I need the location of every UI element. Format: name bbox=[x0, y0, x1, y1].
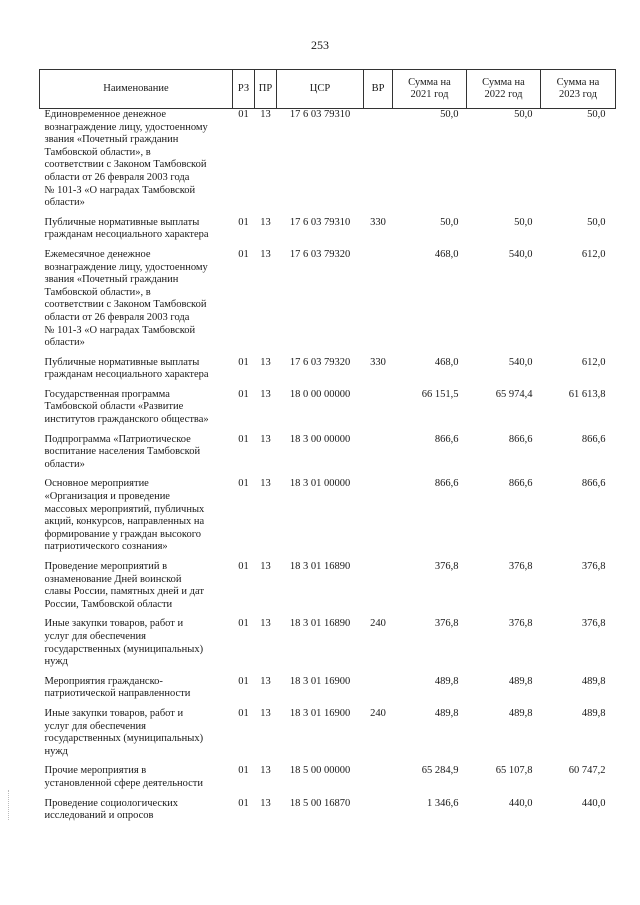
header-vr: ВР bbox=[364, 70, 393, 109]
page-number: 253 bbox=[311, 38, 329, 52]
row-name-text: Подпрограмма «Патриотическое воспитание населения Тамбовской области» bbox=[44, 433, 201, 470]
row-sum-2023: 376,8 bbox=[581, 561, 606, 572]
row-sum-2022: 489,8 bbox=[508, 707, 533, 719]
row-rz: 01 bbox=[238, 433, 249, 445]
row-sum-2023: 61 613,8 bbox=[568, 388, 606, 400]
row-csr: 17 6 03 79310 bbox=[289, 216, 351, 228]
row-name-text: Прочие мероприятия в установленной сфере деятельности bbox=[44, 765, 204, 789]
row-sum-2023: 50,0 bbox=[587, 109, 606, 120]
row-vr bbox=[364, 798, 393, 830]
row-rz: 01 bbox=[238, 248, 249, 260]
row-rz: 01 bbox=[238, 478, 249, 490]
row-vr: 330 bbox=[370, 216, 386, 228]
row-csr: 18 3 01 16900 bbox=[289, 675, 351, 687]
row-name-text: Проведение мероприятий в ознаменование Дней воинской славы России, памятных дней и дат России, Тамбовской области bbox=[44, 561, 204, 610]
row-name bbox=[40, 618, 233, 675]
row-name-text: Публичные нормативные выплаты гражданам несоциального характера bbox=[44, 356, 209, 381]
row-sum-2021: 376,8 bbox=[434, 561, 459, 572]
row-csr: 18 3 01 16890 bbox=[289, 618, 351, 630]
budget-table bbox=[39, 69, 616, 830]
table-row bbox=[40, 389, 616, 434]
row-sum-2023: 60 747,2 bbox=[568, 765, 606, 777]
row-csr: 18 3 01 16900 bbox=[289, 707, 351, 719]
row-name bbox=[40, 765, 233, 797]
row-pr: 13 bbox=[260, 109, 271, 120]
row-name-text: Иные закупки товаров, работ и услуг для обеспечения государственных (муниципальных) нужд bbox=[44, 618, 204, 668]
row-sum-2023: 376,8 bbox=[581, 618, 606, 630]
row-sum-2022: 540,0 bbox=[508, 356, 533, 368]
row-rz: 01 bbox=[238, 216, 249, 228]
row-rz: 01 bbox=[238, 797, 249, 809]
row-sum-2021: 1 346,6 bbox=[427, 797, 459, 809]
row-vr bbox=[364, 676, 393, 708]
row-pr: 13 bbox=[260, 675, 271, 687]
row-sum-2021: 50,0 bbox=[440, 216, 459, 228]
row-sum-2022: 440,0 bbox=[508, 797, 533, 809]
row-name-text: Публичные нормативные выплаты гражданам несоциального характера bbox=[44, 216, 209, 241]
header-sum-2023: Сумма на 2023 год bbox=[541, 70, 616, 109]
row-sum-2021: 489,8 bbox=[434, 707, 459, 719]
row-csr: 17 6 03 79320 bbox=[289, 356, 351, 368]
row-name-text: Основное мероприятие «Организация и проведение массовых мероприятий, публичных акций, конкурсов, направленных на формирование у граждан высокого патриотического сознания» bbox=[44, 478, 205, 553]
row-sum-2023: 489,8 bbox=[581, 707, 606, 719]
row-name bbox=[40, 109, 233, 217]
row-sum-2021: 66 151,5 bbox=[421, 388, 459, 400]
row-csr: 18 3 00 00000 bbox=[289, 433, 351, 445]
row-sum-2023: 612,0 bbox=[581, 248, 606, 260]
row-sum-2021: 50,0 bbox=[440, 109, 459, 120]
header-pr: ПР bbox=[255, 70, 277, 109]
row-sum-2022: 65 107,8 bbox=[495, 765, 533, 777]
row-sum-2023: 612,0 bbox=[581, 356, 606, 368]
row-name bbox=[40, 217, 233, 249]
row-pr: 13 bbox=[260, 707, 271, 719]
row-csr: 17 6 03 79320 bbox=[289, 248, 351, 260]
row-vr bbox=[364, 561, 393, 618]
table-row bbox=[40, 357, 616, 389]
row-name bbox=[40, 389, 233, 434]
row-pr: 13 bbox=[260, 765, 271, 777]
row-sum-2023: 489,8 bbox=[581, 675, 606, 687]
row-csr: 18 3 01 00000 bbox=[289, 478, 351, 490]
row-name bbox=[40, 249, 233, 357]
row-vr bbox=[364, 389, 393, 434]
row-name-text: Мероприятия гражданско- патриотической направленности bbox=[44, 675, 191, 700]
row-pr: 13 bbox=[260, 356, 271, 368]
row-rz: 01 bbox=[238, 356, 249, 368]
table-body bbox=[40, 109, 616, 830]
row-name-text: Ежемесячное денежное вознаграждение лицу, удостоенному звания «Почетный гражданин Тамбовской области», в соответствии с Законом Тамбовской области от 26 февраля 2003 года № 101-З «О наградах Тамбовской области» bbox=[44, 248, 208, 349]
row-vr: 240 bbox=[370, 618, 386, 630]
table-row bbox=[40, 798, 616, 830]
table-row bbox=[40, 109, 616, 217]
header-rz: РЗ bbox=[233, 70, 255, 109]
row-sum-2023: 866,6 bbox=[581, 433, 606, 445]
row-pr: 13 bbox=[260, 797, 271, 809]
table-row bbox=[40, 217, 616, 249]
row-name-text: Иные закупки товаров, работ и услуг для обеспечения государственных (муниципальных) нужд bbox=[44, 707, 204, 757]
row-vr bbox=[364, 478, 393, 561]
table-row bbox=[40, 765, 616, 797]
row-pr: 13 bbox=[260, 433, 271, 445]
row-csr: 18 0 00 00000 bbox=[289, 388, 351, 400]
row-name-text: Проведение социологических исследований и опросов bbox=[44, 797, 179, 822]
row-sum-2022: 376,8 bbox=[508, 561, 533, 572]
row-sum-2022: 866,6 bbox=[508, 433, 533, 445]
row-vr: 240 bbox=[370, 707, 386, 719]
table-row bbox=[40, 561, 616, 618]
table-row bbox=[40, 478, 616, 561]
row-rz: 01 bbox=[238, 109, 249, 120]
row-sum-2022: 50,0 bbox=[514, 109, 533, 120]
header-sum-2022: Сумма на 2022 год bbox=[467, 70, 541, 109]
row-name-text: Государственная программа Тамбовской области «Развитие институтов гражданского общества» bbox=[44, 388, 209, 426]
row-vr bbox=[364, 249, 393, 357]
row-name-text: Единовременное денежное вознаграждение лицу, удостоенному звания «Почетный гражданин Тамбовской области», в соответствии с Законом Тамбовской области от 26 февраля 2003 года № 101-З «О наградах Тамбовской области» bbox=[44, 109, 208, 209]
row-csr: 18 5 00 00000 bbox=[289, 765, 351, 777]
row-sum-2021: 866,6 bbox=[434, 433, 459, 445]
row-vr bbox=[364, 765, 393, 797]
row-vr bbox=[364, 434, 393, 479]
row-sum-2022: 50,0 bbox=[514, 216, 533, 228]
table-row bbox=[40, 434, 616, 479]
row-pr: 13 bbox=[260, 618, 271, 630]
table-header-row bbox=[40, 70, 616, 109]
row-sum-2022: 376,8 bbox=[508, 618, 533, 630]
scan-artifact bbox=[8, 790, 11, 820]
row-sum-2021: 468,0 bbox=[434, 356, 459, 368]
row-rz: 01 bbox=[238, 561, 249, 572]
row-csr: 17 6 03 79310 bbox=[289, 109, 351, 120]
row-sum-2023: 866,6 bbox=[581, 478, 606, 490]
row-sum-2021: 468,0 bbox=[434, 248, 459, 260]
header-sum-2021: Сумма на 2021 год bbox=[393, 70, 467, 109]
row-csr: 18 3 01 16890 bbox=[289, 561, 351, 572]
row-pr: 13 bbox=[260, 478, 271, 490]
row-name bbox=[40, 561, 233, 618]
table-row bbox=[40, 249, 616, 357]
row-csr: 18 5 00 16870 bbox=[289, 797, 351, 809]
row-rz: 01 bbox=[238, 675, 249, 687]
row-sum-2022: 489,8 bbox=[508, 675, 533, 687]
row-vr bbox=[364, 109, 393, 217]
row-rz: 01 bbox=[238, 765, 249, 777]
table-row bbox=[40, 676, 616, 708]
row-sum-2023: 50,0 bbox=[587, 216, 606, 228]
row-rz: 01 bbox=[238, 707, 249, 719]
row-pr: 13 bbox=[260, 216, 271, 228]
row-name bbox=[40, 478, 233, 561]
row-sum-2022: 540,0 bbox=[508, 248, 533, 260]
row-name bbox=[40, 708, 233, 765]
row-sum-2022: 866,6 bbox=[508, 478, 533, 490]
table-row bbox=[40, 618, 616, 675]
header-csr: ЦСР bbox=[277, 70, 364, 109]
row-sum-2021: 489,8 bbox=[434, 675, 459, 687]
row-rz: 01 bbox=[238, 618, 249, 630]
row-vr: 330 bbox=[370, 356, 386, 368]
header-name: Наименование bbox=[40, 70, 233, 109]
row-pr: 13 bbox=[260, 561, 271, 572]
row-sum-2021: 65 284,9 bbox=[421, 765, 459, 777]
row-sum-2021: 866,6 bbox=[434, 478, 459, 490]
row-name bbox=[40, 357, 233, 389]
row-name bbox=[40, 434, 233, 479]
row-sum-2022: 65 974,4 bbox=[495, 388, 533, 400]
table-row bbox=[40, 708, 616, 765]
row-name bbox=[40, 676, 233, 708]
row-pr: 13 bbox=[260, 248, 271, 260]
row-sum-2021: 376,8 bbox=[434, 618, 459, 630]
row-sum-2023: 440,0 bbox=[581, 797, 606, 809]
row-name bbox=[40, 798, 233, 830]
row-rz: 01 bbox=[238, 388, 249, 400]
row-pr: 13 bbox=[260, 388, 271, 400]
